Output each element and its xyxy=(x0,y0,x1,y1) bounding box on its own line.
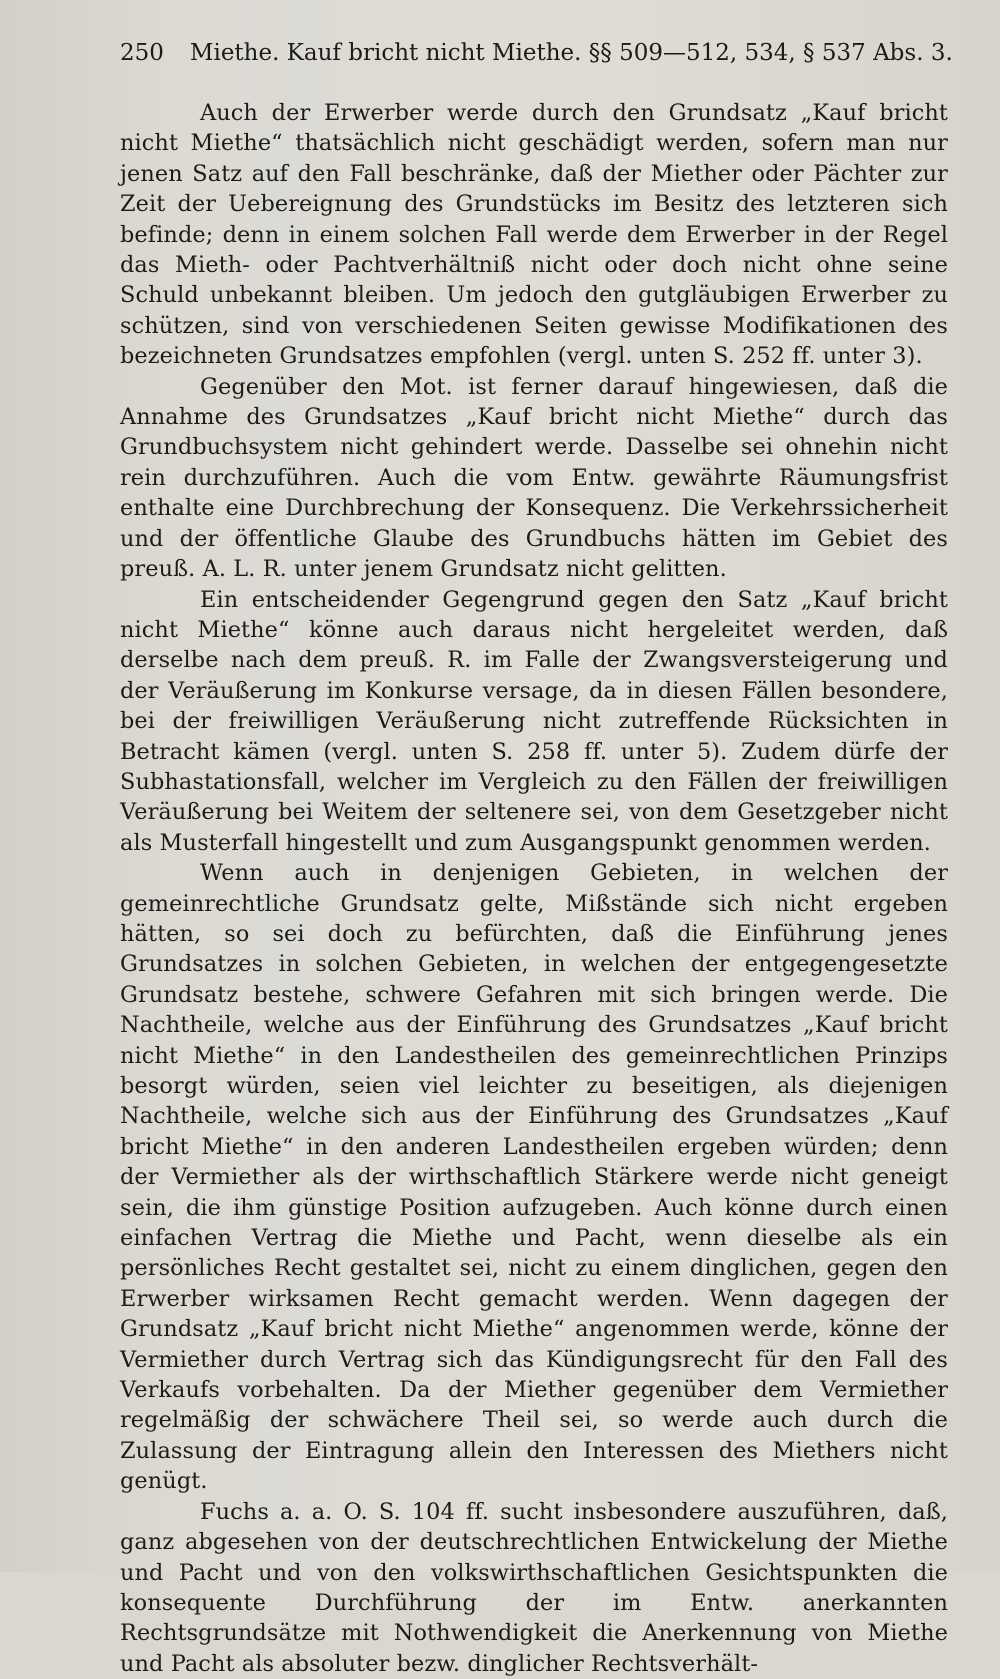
body-text xyxy=(120,98,948,1679)
paragraph-3: Ein entscheidender Gegengrund gegen den Satz „Kauf bricht nicht Miethe“ könne auch daraus nicht hergeleitet werden, daß derselbe nach dem preuß. R. im Falle der Zwangsversteigerung und der Veräußerung im Konkurse versage, da in diesen Fällen besondere, bei der freiwilligen Veräußerung nicht zutreffende Rücksichten in Betracht kämen (vergl. unten S. 258 ff. unter 5). Zudem dürfe der Subhastationsfall, welcher im Vergleich zu den Fällen der freiwilligen Veräußerung bei Weitem der seltenere sei, von dem Gesetzgeber nicht als Musterfall hingestellt und zum Ausgangspunkt genommen werden. xyxy=(120,586,948,856)
page-header xyxy=(120,40,953,76)
paragraph-5: Fuchs a. a. O. S. 104 ff. sucht insbesondere auszuführen, daß, ganz abgesehen von der deutschrechtlichen Entwickelung der Miethe und Pacht und von den volkswirthschaftlichen Gesichtspunkten die konsequente Durchführung der im Entw. anerkannten Rechtsgrundsätze mit Nothwendigkeit die Anerkennung von Miethe und Pacht als absoluter bezw. dinglicher Rechtsverhält- xyxy=(120,1498,948,1677)
page-number: 250 xyxy=(120,40,164,66)
paragraph-4: Wenn auch in denjenigen Gebieten, in welchen der gemeinrechtliche Grundsatz gelte, Mißstände sich nicht ergeben hätten, so sei doch zu befürchten, daß die Einführung jenes Grundsatzes in solchen Gebieten, in welchen der entgegengesetzte Grundsatz bestehe, schwere Gefahren mit sich bringen werde. Die Nachtheile, welche aus der Einführung des Grundsatzes „Kauf bricht nicht Miethe“ in den Landestheilen des gemeinrechtlichen Prinzips besorgt würden, seien viel leichter zu beseitigen, als diejenigen Nachtheile, welche sich aus der Einführung des Grundsatzes „Kauf bricht Miethe“ in den anderen Landestheilen ergeben würden; denn der Vermiether als der wirthschaftlich Stärkere werde nicht geneigt sein, die ihm günstige Position aufzugeben. Auch könne durch einen einfachen Vertrag die Miethe und Pacht, wenn dieselbe als ein persönliches Recht gestaltet sei, nicht zu einem dinglichen, gegen den Erwerber wirksamen Recht gemacht werden. Wenn dagegen der Grundsatz „Kauf bricht nicht Miethe“ angenommen werde, könne der Vermiether durch Vertrag sich das Kündigungsrecht für den Fall des Verkaufs vorbehalten. Da der Miether gegenüber dem Vermiether regelmäßig der schwächere Theil sei, so werde auch durch die Zulassung der Eintragung allein den Interessen des Miethers nicht genügt. xyxy=(120,860,948,1495)
paragraph-1: Auch der Erwerber werde durch den Grundsatz „Kauf bricht nicht Miethe“ thatsächlich nicht geschädigt werden, sofern man nur jenen Satz auf den Fall beschränke, daß der Miether oder Pächter zur Zeit der Uebereignung des Grundstücks im Besitz des letzteren sich befinde; denn in einem solchen Fall werde dem Erwerber in der Regel das Mieth- oder Pachtverhältniß nicht oder doch nicht ohne seine Schuld unbekannt bleiben. Um jedoch den gutgläubigen Erwerber zu schützen, sind von verschiedenen Seiten gewisse Modifikationen des bezeichneten Grundsatzes empfohlen (vergl. unten S. 252 ff. unter 3). xyxy=(120,100,948,370)
running-title: Miethe. Kauf bricht nicht Miethe. §§ 509—512, 534, § 537 Abs. 3. xyxy=(189,40,953,66)
paragraph-2: Gegenüber den Mot. ist ferner darauf hingewiesen, daß die Annahme des Grundsatzes „Kauf bricht nicht Miethe“ durch das Grundbuchsystem nicht gehindert werde. Dasselbe sei ohnehin nicht rein durchzuführen. Auch die vom Entw. gewährte Räumungsfrist enthalte eine Durchbrechung der Konsequenz. Die Verkehrssicherheit und der öffentliche Glaube des Grundbuchs hätten im Gebiet des preuß. A. L. R. unter jenem Grundsatz nicht gelitten. xyxy=(120,373,948,583)
